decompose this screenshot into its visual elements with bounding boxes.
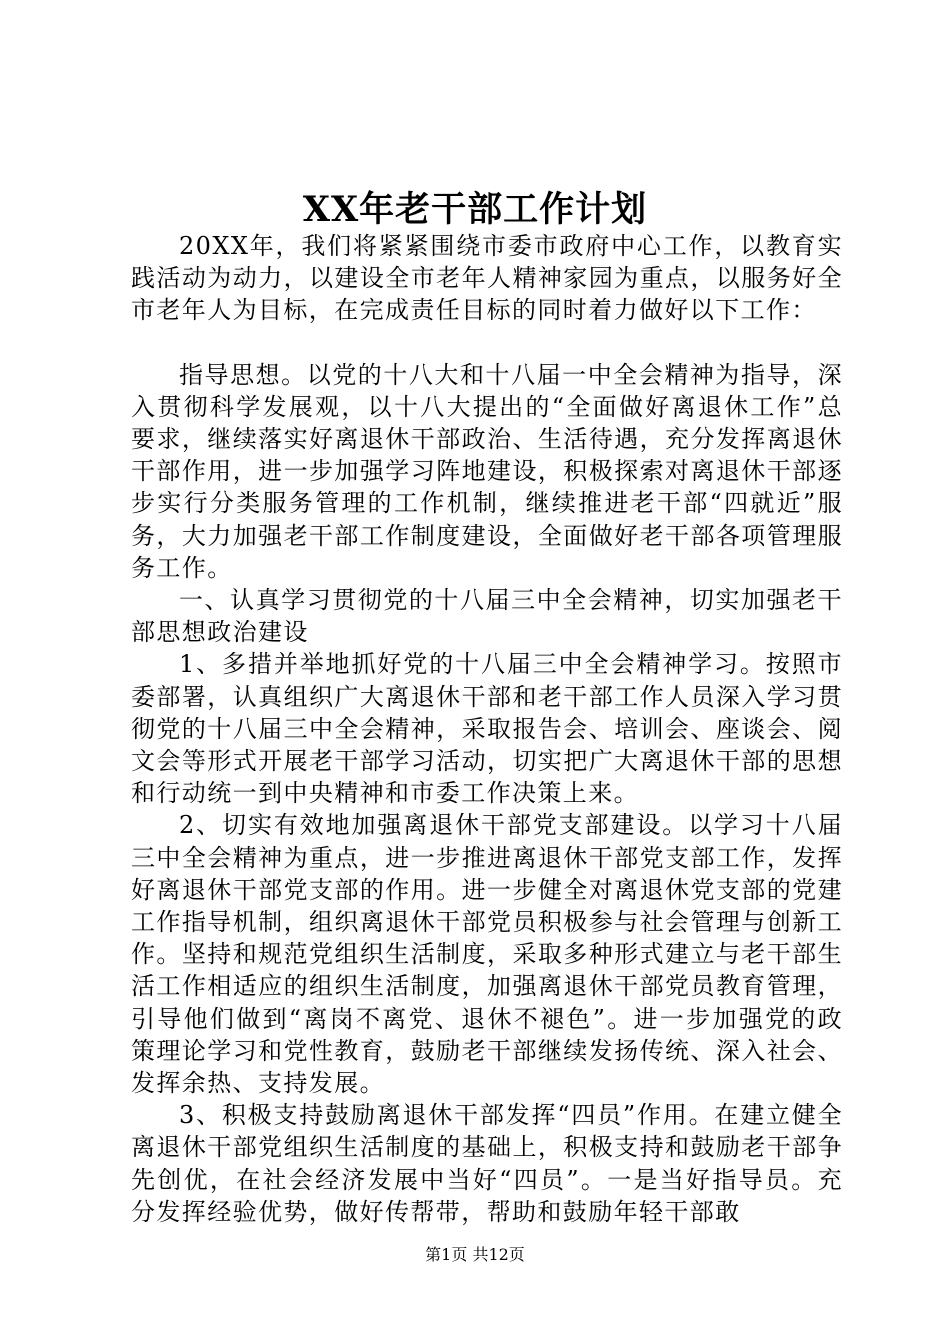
section-heading-1: 一、认真学习贯彻党的十八届三中全会精神，切实加强老干部思想政治建设 — [131, 586, 843, 647]
page-footer: 第1页 共12页 — [425, 1245, 525, 1264]
item-paragraph-2: 2、切实有效地加强离退休干部党支部建设。以学习十八届三中全会精神为重点，进一步推进离退休干部党支部工作，发挥好离退休干部党支部的作用。进一步健全对离退休党支部的党建工作指导机制，组织离退休干部党员积极参与社会管理与创新工作。坚持和规范党组织生活制度，采取多种形式建立与老干部生活工作相适应的组织生活制度，加强离退休干部党员教育管理，引导他们做到“离岗不离党、退休不褪色”。进一步加强党的政策理论学习和党性教育，鼓励老干部继续发扬传统、深入社会、发挥余热、支持发展。 — [131, 811, 843, 1098]
item-paragraph-1: 1、多措并举地抓好党的十八届三中全会精神学习。按照市委部署，认真组织广大离退休干部和老干部工作人员深入学习贯彻党的十八届三中全会精神，采取报告会、培训会、座谈会、阅文会等形式开展老干部学习活动，切实把广大离退休干部的思想和行动统一到中央精神和市委工作决策上来。 — [131, 650, 843, 808]
document-body — [131, 230, 843, 1228]
intro-paragraph: 20XX年，我们将紧紧围绕市委市政府中心工作，以教育实践活动为动力，以建设全市老年人精神家园为重点，以服务好全市老年人为目标，在完成责任目标的同时着力做好以下工作： — [131, 232, 843, 325]
document-title: XX年老干部工作计划 — [302, 189, 648, 230]
item-paragraph-3: 3、积极支持鼓励离退休干部发挥“四员”作用。在建立健全离退休干部党组织生活制度的基础上，积极支持和鼓励老干部争先创优，在社会经济发展中当好“四员”。一是当好指导员。充分发挥经验优势，做好传帮带，帮助和鼓励年轻干部敢 — [131, 1101, 843, 1226]
guiding-thought-paragraph: 指导思想。以党的十八大和十八届一中全会精神为指导，深入贯彻科学发展观，以十八大提出的“全面做好离退休工作”总要求，继续落实好离退休干部政治、生活待遇，充分发挥离退休干部作用，进一步加强学习阵地建设，积极探索对离退休干部逐步实行分类服务管理的工作机制，继续推进老干部“四就近”服务，大力加强老干部工作制度建设，全面做好老干部各项管理服务工作。 — [131, 360, 843, 582]
